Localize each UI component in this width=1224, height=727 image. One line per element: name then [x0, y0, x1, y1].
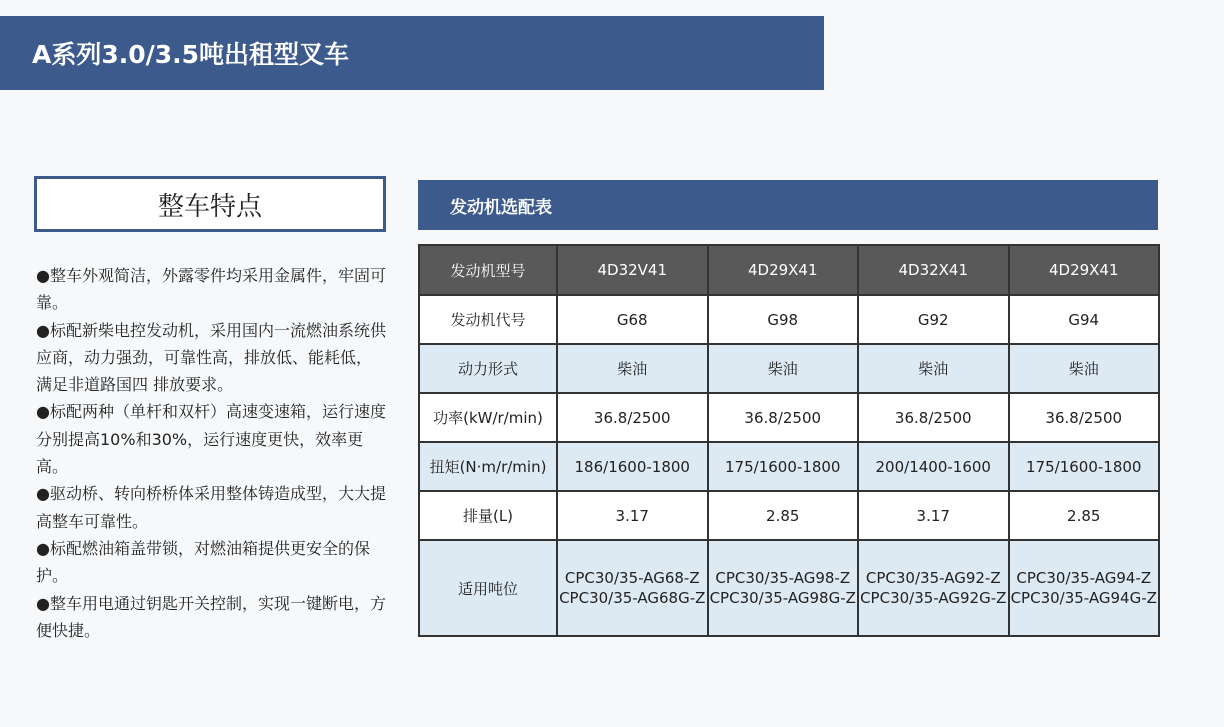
table-row [419, 540, 1159, 636]
page-title-banner [0, 16, 824, 90]
table-cell: 186/1600-1800 [557, 442, 708, 491]
features-list [36, 262, 386, 644]
row-label: 适用吨位 [419, 540, 557, 636]
model-code: CPC30/35-AG98G-Z [709, 589, 856, 607]
header-cell: 4D29X41 [708, 245, 859, 295]
model-code: CPC30/35-AG94G-Z [1010, 589, 1157, 607]
page-title: A系列3.0/3.5吨出租型叉车 [32, 40, 350, 69]
table-cell: 175/1600-1800 [708, 442, 859, 491]
table-row [419, 491, 1159, 540]
table-cell: 36.8/2500 [557, 393, 708, 442]
model-code: CPC30/35-AG98-Z [715, 569, 851, 587]
table-cell: G92 [858, 295, 1009, 344]
features-heading-text: 整车特点 [157, 191, 262, 222]
table-row [419, 393, 1159, 442]
table-row [419, 295, 1159, 344]
model-code: CPC30/35-AG68-Z [564, 569, 700, 587]
engine-spec-table [418, 244, 1160, 637]
table-cell [858, 540, 1009, 636]
table-cell: 柴油 [1009, 344, 1160, 393]
row-label: 发动机代号 [419, 295, 557, 344]
table-cell: 36.8/2500 [1009, 393, 1160, 442]
table-cell: 36.8/2500 [708, 393, 859, 442]
table-cell: G98 [708, 295, 859, 344]
table-row [419, 442, 1159, 491]
table-cell: 2.85 [708, 491, 859, 540]
row-label: 动力形式 [419, 344, 557, 393]
table-cell: 3.17 [858, 491, 1009, 540]
model-code: CPC30/35-AG68G-Z [559, 589, 706, 607]
table-cell [1009, 540, 1160, 636]
table-cell: 36.8/2500 [858, 393, 1009, 442]
row-label: 排量(L) [419, 491, 557, 540]
header-cell: 发动机型号 [419, 245, 557, 295]
feature-item: ● 标配新柴电控发动机，采用国内一流燃油系统供应商，动力强劲，可靠性高，排放低、能耗低，满足非道路国四 排放要求。 [36, 317, 386, 399]
table-cell: 柴油 [858, 344, 1009, 393]
table-cell: 200/1400-1600 [858, 442, 1009, 491]
table-cell: G94 [1009, 295, 1160, 344]
feature-item: ● 整车用电通过钥匙开关控制，实现一键断电，方便快捷。 [36, 590, 386, 645]
model-code: CPC30/35-AG92-Z [865, 569, 1001, 587]
table-cell [557, 540, 708, 636]
row-label: 功率(kW/r/min) [419, 393, 557, 442]
features-heading [34, 176, 386, 232]
engine-table-title-bar [418, 180, 1158, 230]
header-cell: 4D32X41 [858, 245, 1009, 295]
table-header-row [419, 245, 1159, 295]
feature-item: ● 标配两种（单杆和双杆）高速变速箱，运行速度分别提高10%和30%，运行速度更快，效率更高。 [36, 398, 386, 480]
table-cell: 3.17 [557, 491, 708, 540]
table-cell: 柴油 [557, 344, 708, 393]
feature-item: ● 整车外观简洁，外露零件均采用金属件，牢固可靠。 [36, 262, 386, 317]
model-code: CPC30/35-AG94-Z [1016, 569, 1152, 587]
table-cell: 175/1600-1800 [1009, 442, 1160, 491]
header-cell: 4D32V41 [557, 245, 708, 295]
table-row [419, 344, 1159, 393]
table-cell: 柴油 [708, 344, 859, 393]
row-label: 扭矩(N·m/r/min) [419, 442, 557, 491]
engine-table-title: 发动机选配表 [450, 197, 552, 218]
feature-item: ● 标配燃油箱盖带锁，对燃油箱提供更安全的保护。 [36, 535, 386, 590]
model-code: CPC30/35-AG92G-Z [860, 589, 1007, 607]
header-cell: 4D29X41 [1009, 245, 1160, 295]
feature-item: ● 驱动桥、转向桥桥体采用整体铸造成型，大大提高整车可靠性。 [36, 480, 386, 535]
table-cell: G68 [557, 295, 708, 344]
table-cell [708, 540, 859, 636]
table-cell: 2.85 [1009, 491, 1160, 540]
